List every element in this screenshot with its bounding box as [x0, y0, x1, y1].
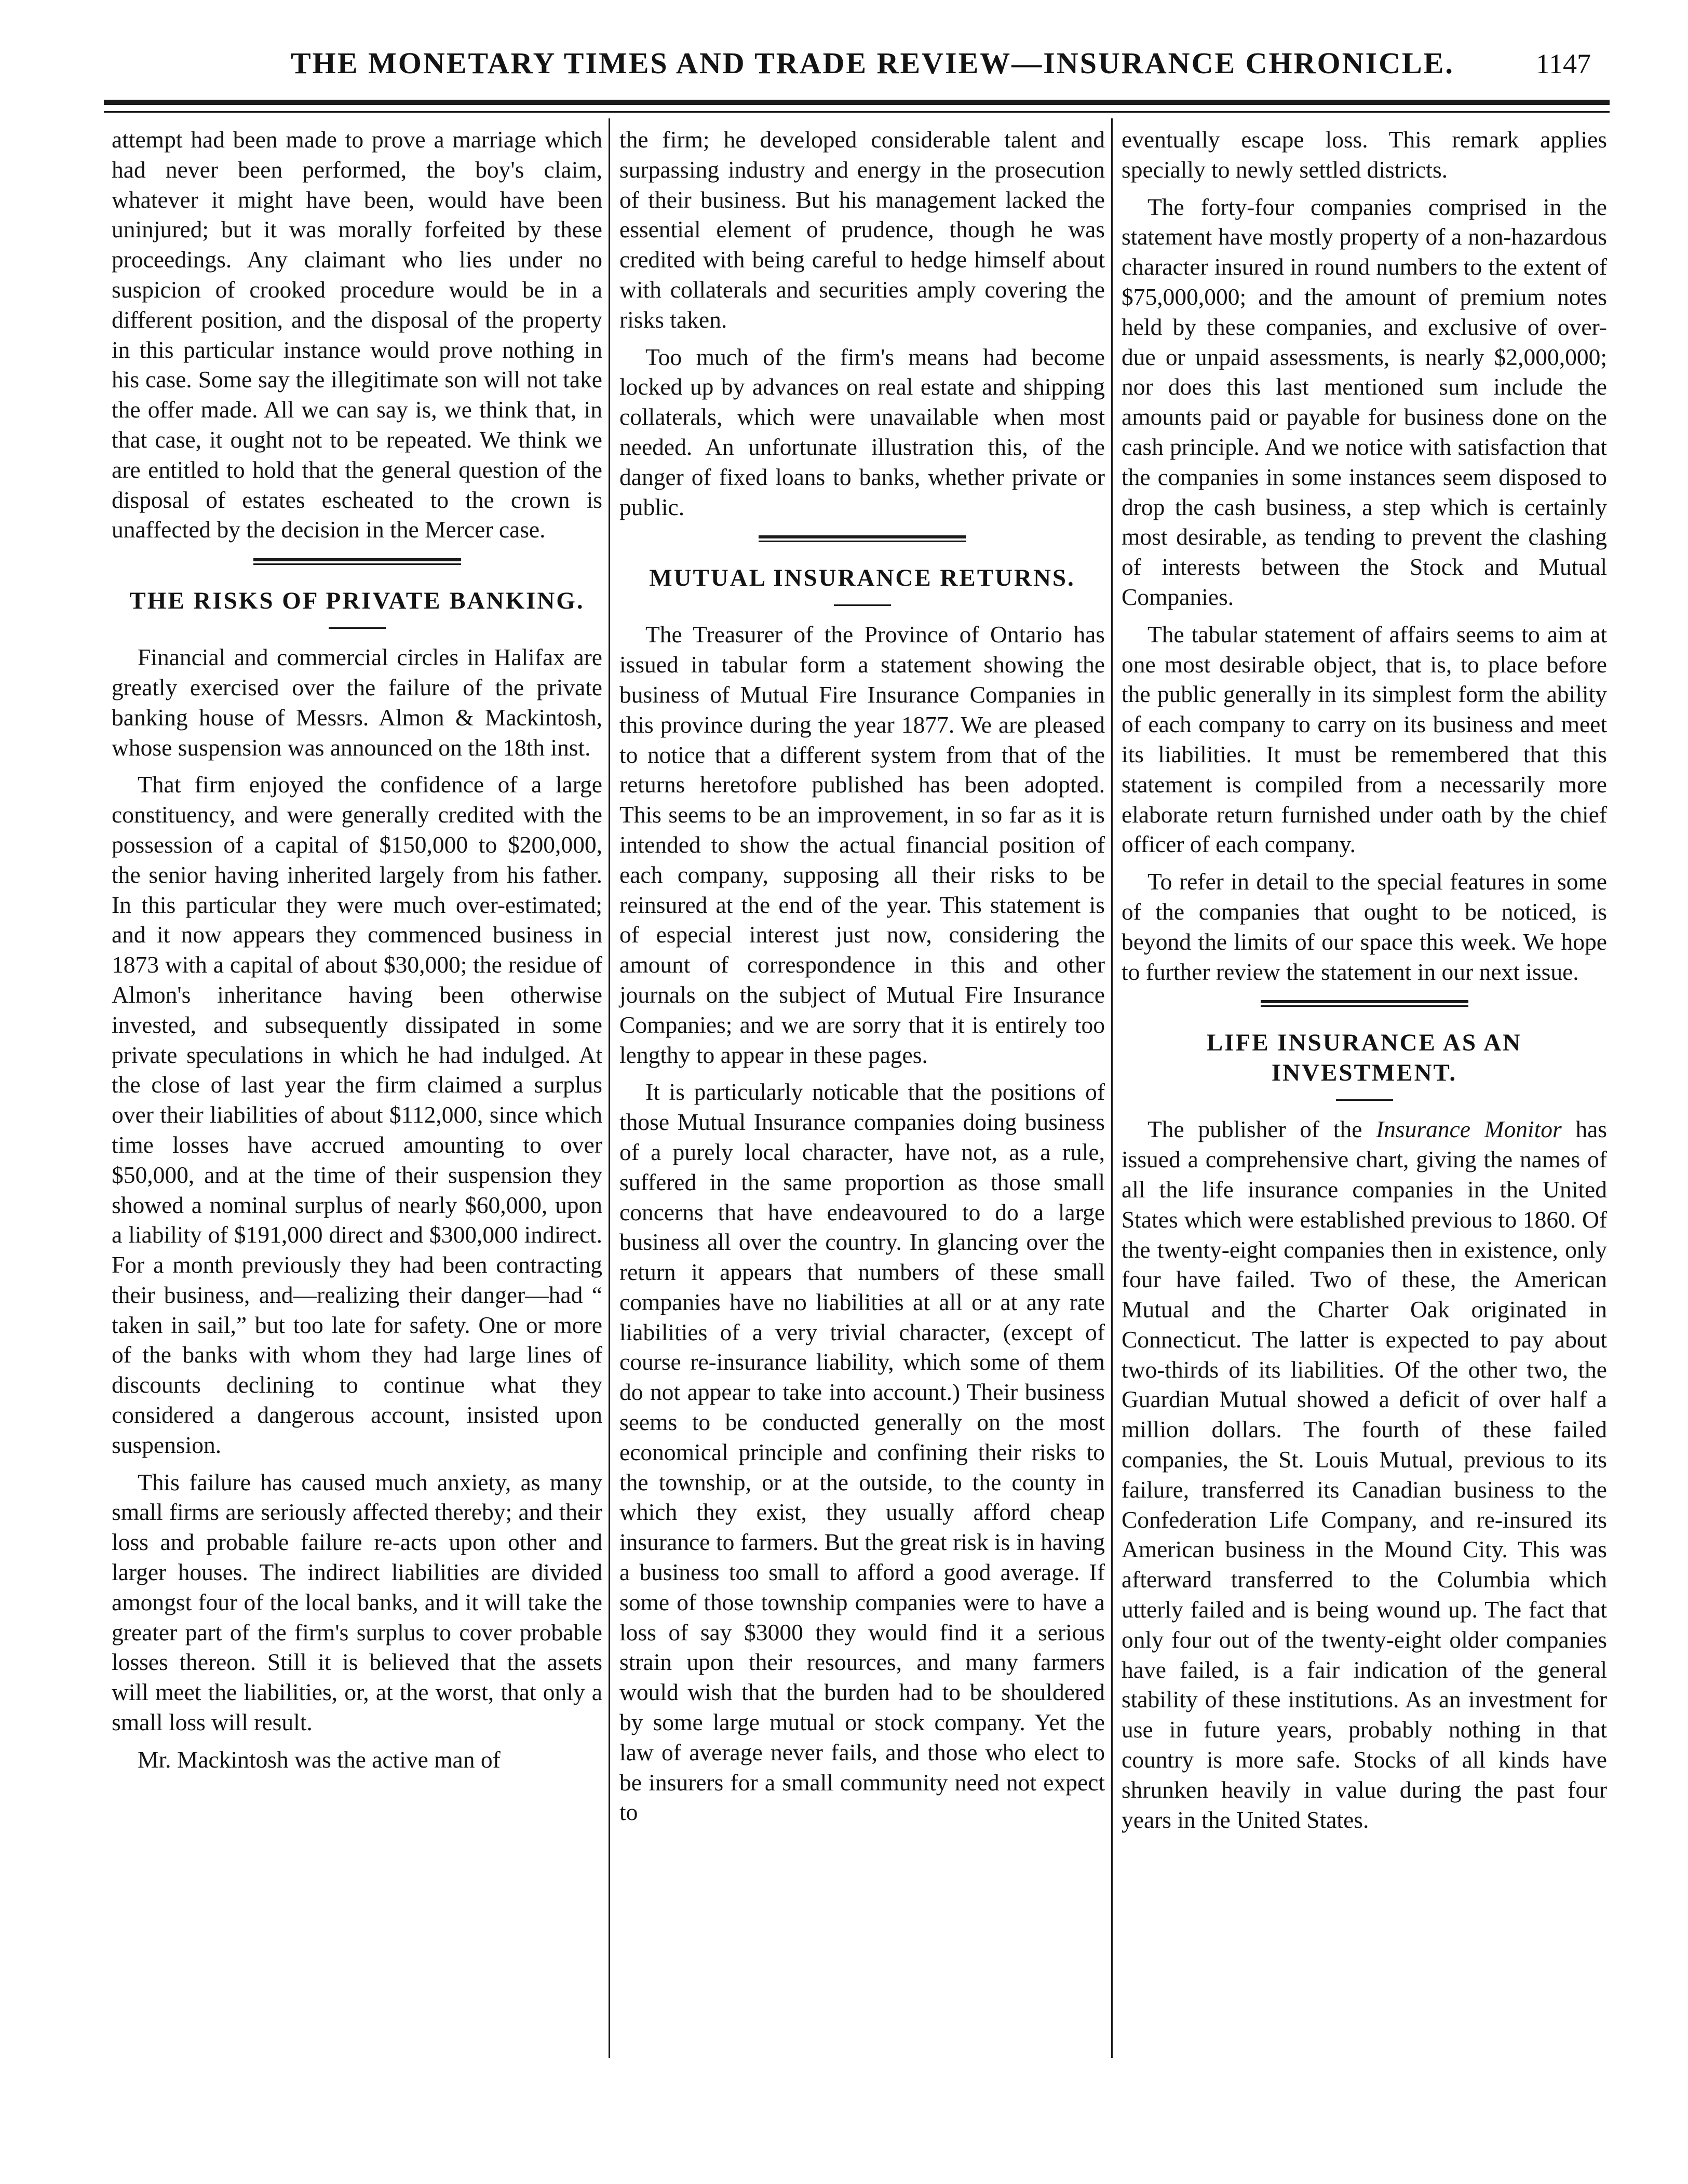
article-paragraph: To refer in detail to the special features in some of the companies that ought to be noticed, is beyond the limits of our space this week. We hope to further review the statement in our next issue. [1122, 868, 1607, 985]
heading-rule [1336, 1099, 1393, 1101]
column-2 [619, 125, 1105, 1827]
heading-rule [834, 604, 891, 606]
article-paragraph: attempt had been made to prove a marriage which had never been performed, the boy's claim, whatever it might have been, would have been uninjured; but it was morally forfeited by these proceedings. Any claimant who lies under no suspicion of crooked procedure would be in a different position, and the disposal of the property in this particular instance would prove nothing in his case. Some say the illegitimate son will not take the offer made. All we can say is, we think that, in that case, it ought not to be repeated. We think we are entitled to hold that the general question of the disposal of estates escheated to the crown is unaffected by the decision in the Mercer case. [112, 126, 602, 543]
column-3 [1122, 125, 1607, 1835]
article-paragraph: That firm enjoyed the confidence of a large constituency, and were generally credited with the possession of a capital of $150,000 to $200,000, the senior having inherited largely from his father. In this particular they were much over-estimated; and it now appears they commenced business in 1873 with a capital of about $30,000; the residue of Almon's inheritance having been otherwise invested, and subsequently dissipated in some private speculations in which he had indulged. At the close of last year the firm claimed a surplus over their liabilities of about $112,000, since which time losses have accrued amounting to over $50,000, and at the time of their suspension they showed a nominal surplus of nearly $60,000, upon a liability of $191,000 direct and $300,000 indirect. For a month previously they had been contracting their business, and—realizing their danger—had “ taken in sail,” but too late for safety. One or more of the banks with whom they had large lines of discounts declining to continue what they considered a dangerous account, insisted upon suspension. [112, 771, 602, 1458]
page-number: 1147 [1536, 48, 1591, 79]
article-paragraph [1122, 1114, 1607, 1835]
section-separator [253, 558, 461, 565]
heading-rule [329, 627, 386, 629]
column-divider-2 [1111, 118, 1113, 2058]
article-paragraph: eventually escape loss. This remark applies specially to newly settled districts. [1122, 126, 1607, 183]
section-separator [759, 535, 966, 542]
article-paragraph: the firm; he developed considerable talent and surpassing industry and energy in the prosecution of their business. But his management lacked the essential element of prudence, though he was credited with being careful to hedge himself about with collaterals and securities amply covering the risks taken. [619, 126, 1105, 333]
header-rule-thin [104, 111, 1610, 113]
column-divider-1 [609, 118, 610, 2058]
article-paragraph: The tabular statement of affairs seems to aim at one most desirable object, that is, to place before the public generally in its simplest form the ability of each company to carry on its business and meet its liabilities. It must be remembered that this statement is compiled from a necessarily more elaborate return furnished under oath by the chief officer of each company. [1122, 621, 1607, 858]
article-paragraph: Financial and commercial circles in Halifax are greatly exercised over the failure of the private banking house of Messrs. Almon & Mackintosh, whose suspension was announced on the 18th inst. [112, 644, 602, 761]
article-paragraph: It is particularly noticable that the positions of those Mutual Insurance companies doing business of a purely local character, have not, as a rule, suffered in the same proportion as those small concerns that have endeavoured to do a large business all over the country. In glancing over the return it appears that numbers of these small companies have no liabilities at all or at any rate liabilities of a very trivial character, (except of course re-insurance liability, which some of them do not appear to take into account.) Their business seems to be conducted generally on the most economical principle and confining their risks to the township, or at the outside, to the county in which they exist, they usually afford cheap insurance to farmers. But the great risk is in having a business too small to afford a good average. If some of those township companies were to have a loss of say $3000 they would find it a serious strain upon their resources, and many farmers would wish that the burden had to be shouldered by some large mutual or stock company. Yet the law of average never fails, and those who elect to be insurers for a small community need not expect to [619, 1078, 1105, 1826]
heading-mutual-insurance-returns: MUTUAL INSURANCE RETURNS. [649, 564, 1075, 592]
article-paragraph: Mr. Mackintosh was the active man of [138, 1746, 501, 1773]
article-paragraph: This failure has caused much anxiety, as many small firms are seriously affected thereby; and their loss and probable failure re-acts upon other and larger houses. The indirect liabilities are divided amongst four of the local banks, and it will take the greater part of the firm's surplus to cover probable losses thereon. Still it is believed that the assets will meet the liabilities, or, at the worst, that only a small loss will result. [112, 1468, 602, 1736]
article-paragraph: The forty-four companies comprised in the statement have mostly property of a non-hazardous character insured in round numbers to the extent of $75,000,000; and the amount of premium notes held by these companies, and exclusive of over-due or unpaid assessments, is nearly $2,000,000; nor does this last mentioned sum include the amounts paid or payable for business done on the cash principle. And we notice with satisfaction that the companies in some instances seem disposed to drop the cash business, a step which is certainly most desirable, as tending to prevent the clashing of interests between the Stock and Mutual Companies. [1122, 193, 1607, 610]
publication-title: Insurance Monitor [1376, 1116, 1562, 1143]
article-paragraph: The Treasurer of the Province of Ontario has issued in tabular form a statement showing the business of Mutual Fire Insurance Companies in this province during the year 1877. We are pleased to notice that a different system from that of the returns heretofore published has been adopted. This seems to be an improvement, in so far as it is intended to show the actual financial position of each company, supposing all their risks to be reinsured at the end of the year. This statement is of especial interest just now, considering the amount of correspondence in this and other journals on the subject of Mutual Fire Insurance Companies; and we are sorry that it is entirely too lengthy to appear in these pages. [619, 621, 1105, 1068]
column-1 [112, 125, 602, 1775]
article-paragraph: Too much of the firm's means had become locked up by advances on real estate and shipping collaterals, which were unavailable when most needed. An unfortunate illustration this, of the danger of fixed loans to banks, whether private or public. [619, 343, 1105, 520]
header-rule-thick [104, 100, 1610, 105]
heading-risks-of-private-banking: THE RISKS OF PRIVATE BANKING. [129, 587, 585, 615]
paragraph-text: The publisher of the [1147, 1116, 1376, 1143]
page-header-title: THE MONETARY TIMES AND TRADE REVIEW—INSURANCE CHRONICLE. [291, 46, 1454, 80]
paragraph-text: has issued a comprehensive chart, giving the names of all the life insurance companies in the United States which were established previous to 1860. Of the twenty-eight companies then in existence, only four have failed. Two of these, the American Mutual and the Charter Oak originated in Connecticut. The latter is expected to pay about two-thirds of its liabilities. Of the other two, the Guardian Mutual showed a deficit of over half a million dollars. The fourth of these failed companies, the St. Louis Mutual, previous to its failure, transferred its Canadian business to the Confederation Life Company, and re-insured its American business in the Mound City. This was afterward transferred to the Columbia which utterly failed and is being wound up. The fact that only four out of the twenty-eight older companies have failed, is a fair indication of the general stability of these institutions. As an investment for use in future years, probably nothing in that country is more safe. Stocks of all kinds have shrunken heavily in value during the past four years in the United States. [1122, 1116, 1607, 1833]
section-separator [1261, 1000, 1468, 1007]
heading-life-insurance-as-an-investment: LIFE INSURANCE AS AN INVESTMENT. [1206, 1029, 1522, 1087]
